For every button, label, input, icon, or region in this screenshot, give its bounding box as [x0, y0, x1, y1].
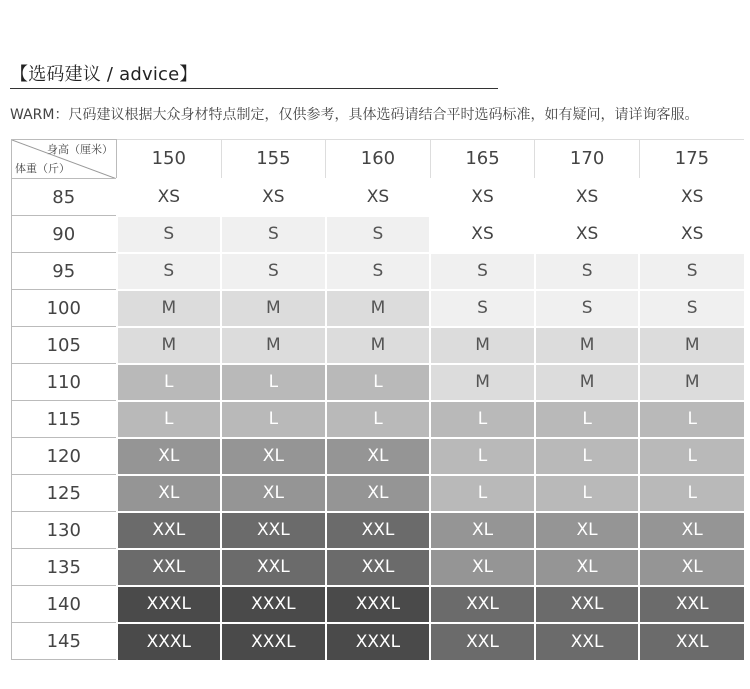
- size-cell: XXXL: [117, 623, 222, 660]
- size-cell: S: [326, 216, 431, 253]
- size-cell: XL: [221, 475, 326, 512]
- size-cell: M: [639, 327, 744, 364]
- size-cell: S: [221, 216, 326, 253]
- size-cell: XL: [639, 512, 744, 549]
- size-cell: L: [221, 401, 326, 438]
- weight-cell: 105: [12, 327, 117, 364]
- table-row: [12, 216, 745, 253]
- size-cell: XL: [535, 549, 640, 586]
- size-cell: XL: [326, 438, 431, 475]
- size-cell: M: [639, 364, 744, 401]
- size-cell: XS: [430, 216, 535, 253]
- size-cell: L: [117, 364, 222, 401]
- weight-cell: 110: [12, 364, 117, 401]
- weight-cell: 115: [12, 401, 117, 438]
- size-cell: XS: [430, 179, 535, 216]
- size-cell: XXL: [639, 586, 744, 623]
- size-cell: XXXL: [221, 623, 326, 660]
- size-cell: L: [430, 475, 535, 512]
- title-underline: [10, 88, 498, 89]
- size-cell: XXXL: [326, 623, 431, 660]
- size-cell: S: [639, 253, 744, 290]
- size-cell: S: [430, 253, 535, 290]
- size-cell: L: [535, 475, 640, 512]
- size-cell: XXXL: [326, 586, 431, 623]
- size-cell: L: [639, 438, 744, 475]
- size-cell: XXL: [430, 586, 535, 623]
- height-header-cell: 160: [326, 140, 431, 179]
- height-header-cell: 170: [535, 140, 640, 179]
- size-cell: L: [117, 401, 222, 438]
- size-cell: XL: [430, 549, 535, 586]
- weight-cell: 135: [12, 549, 117, 586]
- size-cell: XS: [639, 216, 744, 253]
- weight-cell: 140: [12, 586, 117, 623]
- size-cell: L: [326, 364, 431, 401]
- weight-cell: 95: [12, 253, 117, 290]
- size-cell: XXL: [430, 623, 535, 660]
- size-cell: XS: [221, 179, 326, 216]
- size-cell: XXL: [117, 549, 222, 586]
- height-header-row: [12, 140, 745, 179]
- table-row: [12, 401, 745, 438]
- size-cell: S: [117, 216, 222, 253]
- size-cell: XL: [535, 512, 640, 549]
- table-row: [12, 475, 745, 512]
- table-row: [12, 438, 745, 475]
- table-row: [12, 179, 745, 216]
- size-cell: XS: [535, 179, 640, 216]
- size-cell: M: [221, 327, 326, 364]
- size-cell: XL: [430, 512, 535, 549]
- size-cell: M: [117, 327, 222, 364]
- size-cell: M: [430, 364, 535, 401]
- size-cell: XL: [221, 438, 326, 475]
- size-cell: XXL: [535, 586, 640, 623]
- table-row: [12, 512, 745, 549]
- height-header-cell: 175: [639, 140, 744, 179]
- section-title: 【选码建议 / advice】: [10, 64, 198, 85]
- size-cell: XXL: [535, 623, 640, 660]
- weight-cell: 100: [12, 290, 117, 327]
- table-row: [12, 623, 745, 660]
- table-row: [12, 290, 745, 327]
- weight-cell: 130: [12, 512, 117, 549]
- size-cell: XXXL: [117, 586, 222, 623]
- size-cell: S: [639, 290, 744, 327]
- size-chart-body: [12, 140, 745, 660]
- height-header-cell: 165: [430, 140, 535, 179]
- size-cell: M: [430, 327, 535, 364]
- size-cell: XXXL: [221, 586, 326, 623]
- weight-cell: 145: [12, 623, 117, 660]
- size-cell: L: [430, 401, 535, 438]
- size-cell: L: [535, 401, 640, 438]
- size-cell: XL: [117, 438, 222, 475]
- size-cell: XS: [639, 179, 744, 216]
- size-cell: L: [535, 438, 640, 475]
- size-cell: L: [639, 475, 744, 512]
- size-cell: L: [430, 438, 535, 475]
- size-cell: XS: [117, 179, 222, 216]
- height-header-cell: 150: [117, 140, 222, 179]
- size-cell: M: [535, 364, 640, 401]
- size-cell: L: [221, 364, 326, 401]
- size-cell: L: [326, 401, 431, 438]
- weight-cell: 120: [12, 438, 117, 475]
- size-cell: S: [326, 253, 431, 290]
- size-cell: XXL: [221, 549, 326, 586]
- weight-axis-label: 体重（斤）: [15, 162, 70, 175]
- weight-cell: 90: [12, 216, 117, 253]
- table-row: [12, 586, 745, 623]
- sizing-note: WARM：尺码建议根据大众身材特点制定，仅供参考，具体选码请结合平时选码标准，如有疑问，请详询客服。: [10, 107, 699, 123]
- size-cell: M: [221, 290, 326, 327]
- size-cell: XXL: [117, 512, 222, 549]
- size-cell: S: [535, 253, 640, 290]
- height-axis-label: 身高（厘米）: [47, 143, 113, 156]
- size-cell: M: [326, 290, 431, 327]
- size-cell: L: [639, 401, 744, 438]
- size-cell: XXL: [326, 512, 431, 549]
- weight-cell: 85: [12, 179, 117, 216]
- size-cell: M: [326, 327, 431, 364]
- size-chart-table: [11, 139, 744, 660]
- size-cell: XL: [639, 549, 744, 586]
- table-row: [12, 327, 745, 364]
- size-cell: XL: [326, 475, 431, 512]
- size-cell: M: [535, 327, 640, 364]
- table-row: [12, 253, 745, 290]
- size-cell: M: [117, 290, 222, 327]
- size-cell: XXL: [639, 623, 744, 660]
- size-cell: XS: [535, 216, 640, 253]
- table-row: [12, 364, 745, 401]
- size-cell: S: [221, 253, 326, 290]
- weight-cell: 125: [12, 475, 117, 512]
- size-cell: S: [535, 290, 640, 327]
- size-cell: XXL: [326, 549, 431, 586]
- table-corner-cell: [12, 140, 117, 179]
- size-cell: S: [117, 253, 222, 290]
- table-row: [12, 549, 745, 586]
- size-cell: S: [430, 290, 535, 327]
- size-cell: XXL: [221, 512, 326, 549]
- height-header-cell: 155: [221, 140, 326, 179]
- size-cell: XL: [117, 475, 222, 512]
- size-cell: XS: [326, 179, 431, 216]
